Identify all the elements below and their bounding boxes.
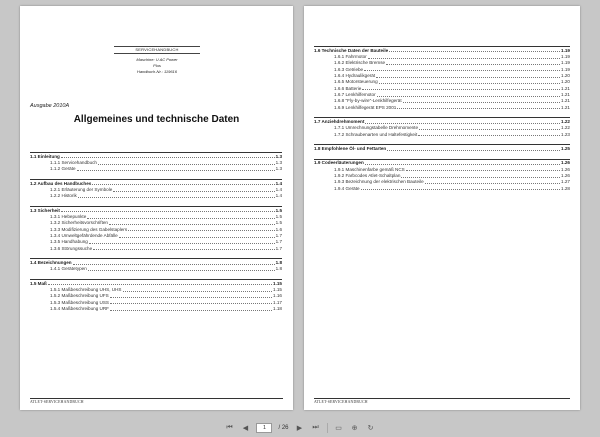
dot-leader [123,291,273,292]
toc-section [314,144,570,152]
toc-entry-title: 1.3.1 Hebepunkte [50,213,87,219]
toc-section-heading[interactable] [314,144,570,152]
dot-leader [362,89,560,90]
toc-entry-page: 1.18 [273,306,282,312]
dot-leader [110,297,272,298]
document-title: Allgemeines und technische Daten [73,114,240,125]
dot-leader [389,51,560,52]
next-page-icon[interactable]: ▶ [296,425,303,432]
toc-entry-title: 1.2.1 Erläuterung der Symbole [50,186,113,192]
toolbar-divider [327,423,328,433]
toc-entry-title: 1.2.2 Historik [50,193,77,199]
toc-entry-title: 1.6.1 Fahrmotor [334,53,367,59]
toc-section-heading-title: 1.8 Empfohlene Öl- und Fettarten [314,145,387,151]
toc-entry[interactable] [314,186,570,192]
toc-entry-title: 1.9.2 Farbcodes Atlet-Schaltplan [334,173,401,178]
dot-leader [93,249,274,250]
toc-entry-page: 1.27 [561,179,570,185]
last-page-icon[interactable]: ⏭ [312,424,319,431]
toc-section-heading-page: 1.25 [561,145,570,151]
toc-entry-page: 1.19 [561,53,570,59]
toc-entry-title: 1.9.4 Geräte [334,185,360,191]
dot-leader [98,164,275,165]
document-page-left [20,6,293,410]
dot-leader [128,230,274,231]
machine-line-1: Maschine: U AC Power [136,57,178,62]
toc-entry-page: 1.5 [275,220,282,226]
toc-section-heading-title: 1.3 Sicherheit [30,207,60,213]
toc-entry-title: 1.3.4 Umweltgefährdende Abfälle [50,232,118,238]
toc-entry-title: 1.6.6 Batterie [334,85,362,91]
toc-entry-page: 1.3 [275,159,282,165]
toc-entry-title: 1.9.3 Bezeichnung der elektrischen Bauteile [334,179,424,185]
toc-entry-page: 1.7 [275,232,282,238]
pdf-viewer-toolbar [0,419,600,437]
dot-leader [365,164,560,165]
dot-leader [61,157,275,158]
dot-leader [386,64,560,65]
toc-section-heading-page: 1.15 [273,280,282,286]
first-page-icon[interactable]: ⏮ [226,424,233,431]
toc-entry-page: 1.15 [273,287,282,292]
toc-section-heading[interactable] [30,179,282,187]
page-total-label: / 26 [278,425,289,431]
toc-section-heading-title: 1.4 Bezeichnungen [30,259,72,265]
toc-entry[interactable] [314,132,570,138]
toc-entry-page: 1.17 [273,299,282,305]
toc-entry-page: 1.21 [561,98,570,104]
toc-entry-title: 1.3.2 Sicherheitsvorschriften [50,220,108,226]
toc-entry-title: 1.3.5 Handhabung [50,239,88,245]
toc-section-heading[interactable] [314,159,570,167]
toc-entry[interactable] [30,166,282,172]
toc-entry-page: 1.8 [275,266,282,272]
page-footer-right: ATLET-SERVICEHANDBUCH [314,398,570,404]
toc-entry-page: 1.28 [561,185,570,191]
toc-entry-page: 1.23 [561,131,570,137]
toc-entry[interactable] [30,193,282,199]
toc-entry-page: 1.21 [561,85,570,91]
toc-section-heading[interactable] [30,279,282,287]
toc-entry-title: 1.7.2 Schraubenarten und Haltefestigkeit [334,131,418,137]
toc-entry-title: 1.7.1 Umrechnungstabelle Drehmomente [334,125,419,131]
toc-entry-title: 1.3.6 Störungssuche [50,245,93,251]
toc-entry-page: 1.21 [561,104,570,110]
dot-leader [361,189,561,190]
toc-entry-title: 1.5.4 Maßbeschreibung URF [50,306,109,312]
toc-entry-page: 1.20 [561,79,570,85]
page-footer-left: ATLET-SERVICEHANDBUCH [30,398,283,404]
toc-entry[interactable] [30,306,282,312]
toc-section [30,279,282,312]
dot-leader [48,284,272,285]
prev-page-icon[interactable]: ◀ [242,425,249,432]
toc-entry-title: 1.5.2 Maßbeschreibung UFS [50,293,109,299]
toc-entry[interactable] [30,246,282,252]
dot-leader [387,150,560,151]
dot-leader [87,218,274,219]
dot-leader [88,270,275,271]
toc-section [30,206,282,252]
toc-entry-title: 1.6.7 Lenkhilfemotor [334,91,376,97]
toc-section-heading[interactable] [314,46,570,54]
dot-leader [73,264,275,265]
toc-section [30,152,282,173]
dot-leader [109,224,275,225]
toc-entry[interactable] [30,266,282,272]
toc-section [314,117,570,138]
toc-entry-page: 1.7 [275,245,282,251]
dot-leader [113,191,274,192]
dot-leader [77,170,275,171]
toc-entry-title: 1.6.4 Hydraulikgerät [334,72,376,78]
dot-leader [365,123,560,124]
toc-section-heading[interactable] [314,117,570,125]
dot-leader [403,102,560,103]
toc-section-heading-page: 1.22 [561,118,570,124]
toc-section-heading-title: 1.5 Maß [30,280,47,286]
dot-leader [376,77,560,78]
toc-entry-title: 1.6.3 Getriebe [334,66,364,72]
toc-entry-page: 1.22 [561,125,570,131]
toc-entry-title: 1.4.1 Gerätetypen [50,266,87,272]
edition-label: Ausgabe 2010A [30,103,70,109]
toc-entry-page: 1.3 [275,166,282,172]
toc-entry-title: 1.6.2 Elektrische Bremse [334,60,386,66]
dot-leader [425,183,560,184]
toc-entry-page: 1.19 [561,66,570,72]
toc-section-heading-title: 1.2 Aufbau des Handbuches [30,180,92,186]
toc-entry-page: 1.20 [561,72,570,78]
toc-entry-title: 1.9.1 Maschinenfarbe gemäß NCS [334,166,405,172]
toc-entry-page: 1.4 [275,186,282,192]
toc-entry-title: 1.1.2 Geräte [50,166,76,172]
toc-entry[interactable] [314,105,570,111]
toc-entry-page: 1.19 [561,60,570,66]
toc-entry-page: 1.26 [561,166,570,172]
toc-entry-page: 1.21 [561,91,570,97]
toc-section-heading[interactable] [30,152,282,160]
toc-section-heading-page: 1.3 [275,153,282,159]
dot-leader [364,70,560,71]
toc-entry-page: 1.4 [275,193,282,199]
dot-leader [406,170,560,171]
toc-entry-page: 1.5 [275,213,282,219]
toc-section-heading-title: 1.7 Anziehdrehmoment [314,118,365,124]
toc-section-heading-page: 1.26 [561,160,570,166]
dot-leader [110,310,272,311]
dot-leader [401,177,560,178]
toc-entry-title: 1.1.1 Servicehandbuch [50,159,97,165]
toc-entry-title: 1.5.3 Maßbeschreibung USS [50,299,109,305]
toc-entry-page: 1.16 [273,293,282,299]
dot-leader [78,197,275,198]
toc-section-heading-page: 1.19 [561,47,570,53]
toc-section-heading-title: 1.9 Codeerläuterungen [314,160,364,166]
service-header [114,46,200,75]
dot-leader [379,83,560,84]
toc-section [30,179,282,200]
toc-section-heading[interactable] [30,206,282,214]
toc-section-heading-page: 1.4 [275,180,282,186]
dot-leader [61,211,275,212]
toc-section-heading-page: 1.8 [275,259,282,265]
dot-leader [110,303,272,304]
table-of-contents-left [30,152,282,319]
toc-entry-title: 1.5.1 Maßbeschreibung UHS, UHS [50,287,122,292]
toc-section [30,258,282,272]
toc-section [314,159,570,192]
service-title: SERVICEHANDBUCH [114,46,200,54]
document-page-right [304,6,580,410]
dot-leader [119,237,275,238]
dot-leader [418,135,560,136]
toc-section-heading-page: 1.5 [275,207,282,213]
dot-leader [368,58,560,59]
dot-leader [397,108,560,109]
table-of-contents-right [314,46,570,199]
rotate-icon[interactable]: ↻ [367,425,374,432]
page-number-input[interactable]: 1 [256,423,272,433]
manual-number: Handbuch-Nr.: 119616 [136,69,178,74]
toc-entry-page: 1.7 [275,239,282,245]
dot-leader [419,129,560,130]
toc-section-heading-title: 1.6 Technische Daten der Bauteile [314,47,389,53]
dot-leader [89,243,275,244]
toc-section [314,46,570,111]
toc-entry-title: 1.6.5 Motorsteuerung [334,79,378,85]
toc-section-heading-title: 1.1 Einleitung [30,153,60,159]
dot-leader [377,96,560,97]
toc-section-heading[interactable] [30,258,282,266]
toc-entry-page: 1.6 [275,226,282,232]
fit-page-icon[interactable]: ▭ [335,425,342,432]
toc-entry-title: 1.3.3 Modifizierung des Gabelstaplers [50,226,128,232]
toc-entry-title: 1.6.8 "Fly-by-wire"-Lenkhilfegerät [334,98,402,104]
toc-entry-page: 1.26 [561,173,570,178]
machine-line-2: Plus [153,63,161,68]
zoom-icon[interactable]: ⊕ [351,425,358,432]
toc-entry-title: 1.6.9 Lenkhilfegerät EPS 2001 [334,104,397,110]
dot-leader [92,184,274,185]
